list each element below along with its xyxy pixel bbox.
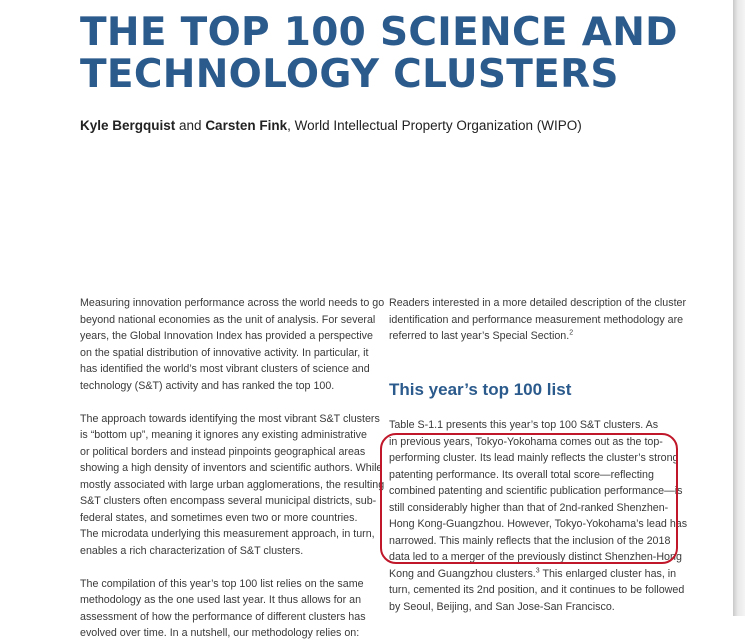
- text-line: or political borders and instead pinpoints geographical areas: [80, 445, 366, 458]
- text-line: methodology as the one used last year. It thus allows for an: [80, 594, 362, 606]
- footnote-ref[interactable]: 2: [569, 329, 574, 337]
- author-conjunction: and: [175, 118, 206, 133]
- text-line: S&T clusters often encompass several municipal districts, sub-: [80, 495, 377, 507]
- text-line: combined patenting and scientific publication performance—is: [389, 485, 683, 497]
- author-line: [80, 118, 582, 133]
- text-segment: Kong and Guangzhou clusters.: [389, 567, 536, 580]
- title-line-2: TECHNOLOGY CLUSTERS: [80, 52, 619, 97]
- text-line: by Seoul, Beijing, and San Jose-San Francisco.: [389, 600, 615, 613]
- footnote-ref[interactable]: 3: [535, 566, 540, 574]
- text-line: [389, 328, 686, 345]
- paragraph: [80, 576, 384, 642]
- text-line: in previous years, Tokyo-Yokohama comes out as the top-: [389, 435, 663, 448]
- author-affiliation: , World Intellectual Property Organization (WIPO): [287, 118, 582, 133]
- right-column-body: [389, 417, 687, 615]
- right-column-intro: [389, 295, 686, 345]
- text-line: evolved over time. In a nutshell, our methodology relies on:: [80, 627, 360, 639]
- text-line: performing cluster. Its lead mainly reflects the cluster’s strong: [389, 452, 679, 464]
- text-line: still considerably higher than that of 2nd-ranked Shenzhen-: [389, 501, 669, 514]
- text-line: data led to a merger of the previously distinct Shenzhen-Hong: [389, 551, 682, 563]
- text-line: assessment of how the performance of different clusters has: [80, 610, 366, 623]
- text-line: technology (S&T) activity and has ranked the top 100.: [80, 379, 335, 392]
- text-line: The microdata underlying this measurement approach, in turn,: [80, 528, 375, 540]
- text-line: mostly associated with large urban agglomerations, the resulting: [80, 478, 385, 491]
- text-line: has identified the world’s most vibrant clusters of science and: [80, 363, 370, 375]
- text-line: on the spatial distribution of innovative activity. In particular, it: [80, 346, 369, 359]
- text-line: is “bottom up”, meaning it ignores any existing administrative: [80, 429, 367, 441]
- text-line: Readers interested in a more detailed description of the cluster: [389, 297, 687, 309]
- paragraph: [80, 411, 384, 560]
- section-heading: This year’s top 100 list: [389, 380, 572, 399]
- text-line: The compilation of this year’s top 100 list relies on the same: [80, 577, 364, 590]
- text-segment: This enlarged cluster has, in: [539, 567, 677, 580]
- text-line: federal states, and sometimes even two or more countries.: [80, 511, 358, 524]
- author-name: Kyle Bergquist: [80, 118, 176, 133]
- left-column: [80, 295, 384, 642]
- text-line: enables a rich characterization of S&T clusters.: [80, 544, 304, 557]
- text-line: [389, 566, 687, 583]
- text-line: identification and performance measurement methodology are: [389, 313, 684, 326]
- title-line-1: THE TOP 100 SCIENCE AND: [80, 10, 678, 55]
- text-line: showing a high density of inventors and scientific authors. While: [80, 462, 383, 474]
- text-line: Measuring innovation performance across the world needs to go: [80, 297, 385, 309]
- text-line: patenting performance. Its overall total score—reflecting: [389, 468, 654, 481]
- text-line: The approach towards identifying the most vibrant S&T clusters: [80, 412, 380, 425]
- text-line: years, the Global Innovation Index has provided a perspective: [80, 330, 373, 342]
- page-edge-shadow: [733, 0, 745, 616]
- text-line: narrowed. This mainly reflects that the inclusion of the 2018: [389, 534, 671, 547]
- text-line: Table S-1.1 presents this year’s top 100 S&T clusters. As: [389, 419, 659, 431]
- text-line: beyond national economies as the unit of analysis. For several: [80, 313, 376, 326]
- text-line: turn, cemented its 2nd position, and it continues to be followed: [389, 584, 685, 596]
- text-line: Hong Kong-Guangzhou. However, Tokyo-Yokohama’s lead has: [389, 518, 688, 530]
- author-name: Carsten Fink: [205, 118, 288, 133]
- text-segment: referred to last year’s Special Section.: [389, 330, 570, 342]
- paragraph: [80, 295, 384, 394]
- page-title: [80, 12, 678, 96]
